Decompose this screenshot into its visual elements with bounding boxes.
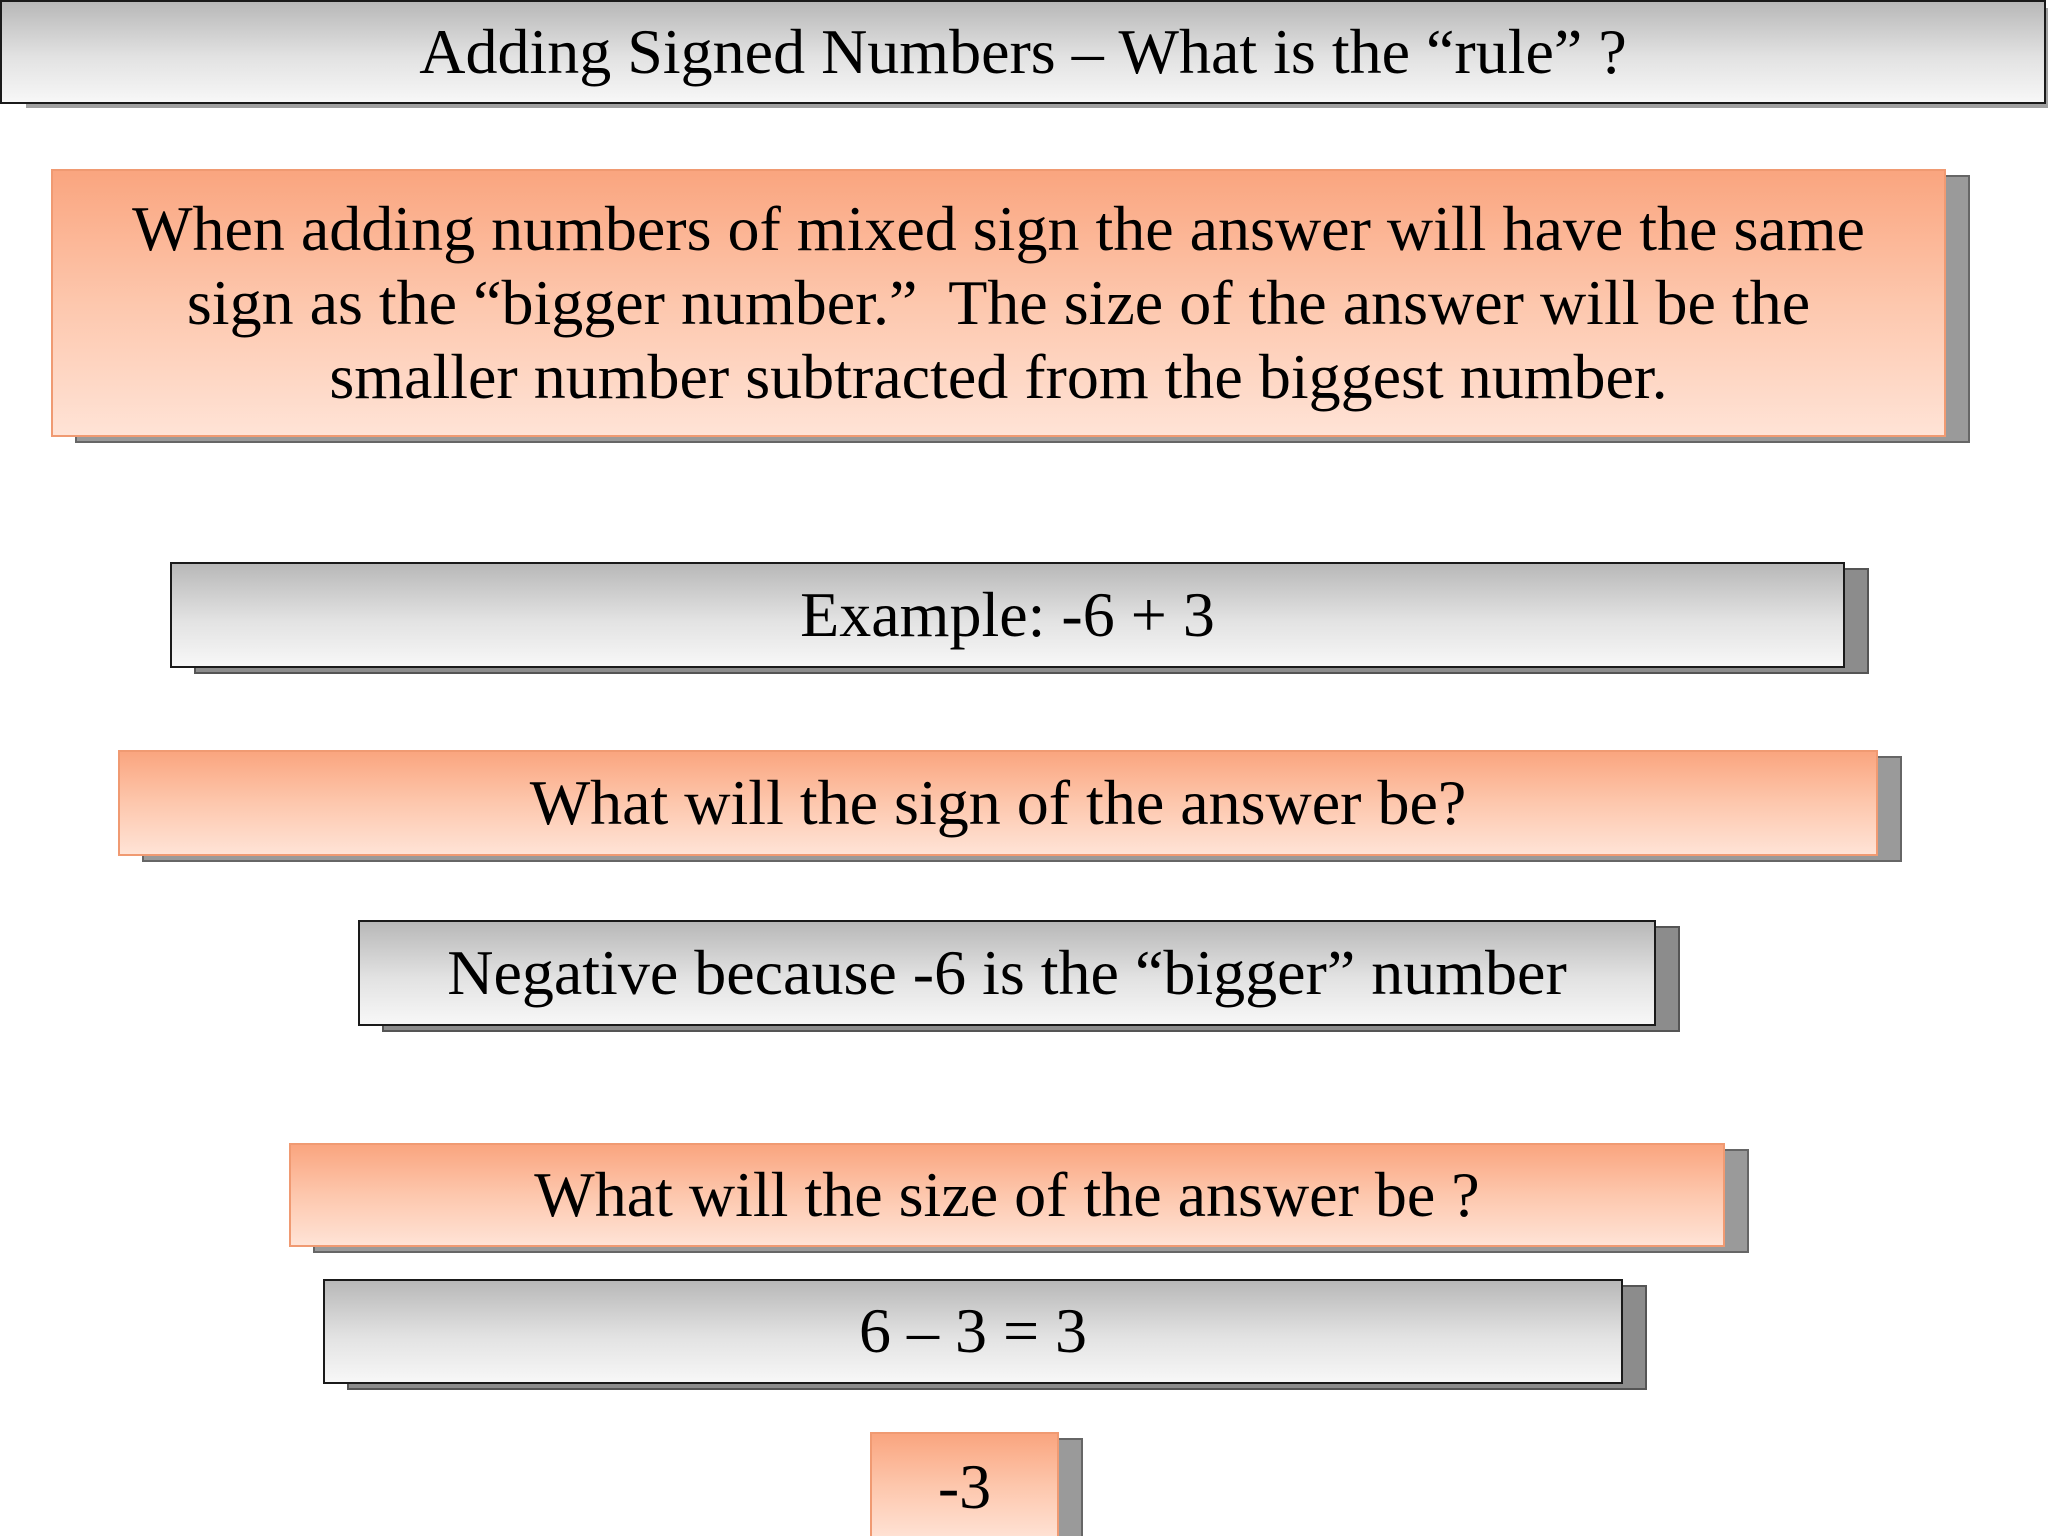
rule-text [132,192,1865,415]
answer-sign-text: Negative because -6 is the “bigger” number [447,936,1567,1008]
answer-size-box [323,1279,1623,1384]
example-text: Example: -6 + 3 [800,578,1215,650]
question-sign-text: What will the sign of the answer be? [529,766,1467,838]
question-size-text: What will the size of the answer be ? [534,1158,1480,1230]
rule-box [51,169,1946,437]
example-box [170,562,1845,668]
slide-title-text: Adding Signed Numbers – What is the “rule” ? [419,15,1627,87]
rule-line-3: smaller number subtracted from the biggest number. [329,341,1668,413]
result-box [870,1432,1059,1536]
question-sign-box [118,750,1878,856]
answer-size-text: 6 – 3 = 3 [858,1295,1088,1367]
answer-sign-box [358,920,1656,1026]
question-size-box [289,1143,1725,1247]
result-text: -3 [937,1450,992,1522]
rule-line-1: When adding numbers of mixed sign the answer will have the same [132,192,1865,264]
rule-line-2: sign as the “bigger number.” The size of the answer will be the [186,266,1811,338]
slide-title [0,0,2046,104]
